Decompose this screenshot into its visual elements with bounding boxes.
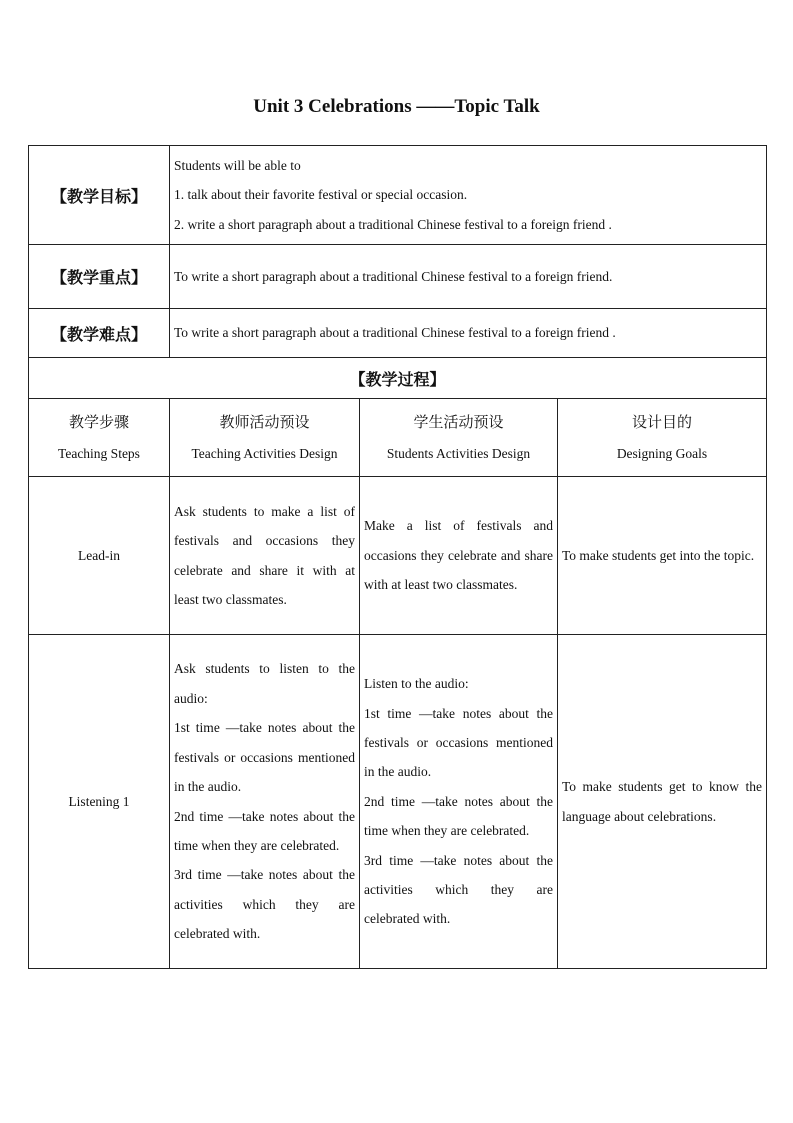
teacher-activity-line: 1st time —take notes about the festivals or occasions mentioned in the audio. [174, 720, 355, 795]
column-header [170, 399, 360, 477]
table-row [29, 477, 767, 635]
objectives-line: 1. talk about their favorite festival or special occasion. [174, 187, 468, 203]
teacher-activity-line: 3rd time —take notes about the activities which they are celebrated with. [174, 867, 355, 942]
student-activity-line: 2nd time —take notes about the time when they are celebrated. [364, 793, 553, 839]
goal-cell: To make students get into the topic. [558, 477, 767, 635]
column-header-en: Designing Goals [616, 445, 708, 461]
teacher-activity-line: Ask students to listen to the audio: [174, 661, 355, 706]
objectives-line: Students will be able to [174, 157, 301, 173]
column-header [558, 399, 767, 477]
goal-cell: To make students get to know the language about celebrations. [558, 635, 767, 969]
objectives-label: 【教学目标】 [29, 146, 170, 245]
objectives-row [29, 146, 767, 245]
page-title: Unit 3 Celebrations ——Topic Talk [253, 96, 540, 117]
process-row [29, 358, 767, 399]
key-point-text: To write a short paragraph about a traditional Chinese festival to a foreign friend. [170, 245, 767, 309]
teacher-activity-cell: Ask students to make a list of festivals and occasions they celebrate and share it with at least two classmates. [170, 477, 360, 635]
student-activity-cell: Make a list of festivals and occasions they celebrate and share with at least two classmates. [360, 477, 558, 635]
column-header-row [29, 399, 767, 477]
student-activity-line: 3rd time —take notes about the activities which they are celebrated with. [364, 852, 553, 927]
objectives-line: 2. write a short paragraph about a traditional Chinese festival to a foreign friend . [174, 216, 612, 232]
column-header-en: Students Activities Design [386, 445, 531, 461]
column-header-en: Teaching Activities Design [191, 445, 338, 461]
teacher-activity-cell [170, 635, 360, 969]
key-point-label: 【教学重点】 [29, 245, 170, 309]
column-header-cn: 教学步骤 [68, 412, 129, 431]
step-cell: Listening 1 [29, 635, 170, 969]
column-header [29, 399, 170, 477]
process-label: 【教学过程】 [29, 358, 767, 399]
table-row [29, 635, 767, 969]
teacher-activity-line: 2nd time —take notes about the time when they are celebrated. [174, 808, 355, 853]
student-activity-line: Listen to the audio: [364, 676, 469, 692]
difficult-point-text: To write a short paragraph about a traditional Chinese festival to a foreign friend . [170, 309, 767, 358]
column-header-cn: 教师活动预设 [219, 412, 310, 431]
student-activity-cell [360, 635, 558, 969]
key-point-row [29, 245, 767, 309]
column-header-cn: 设计目的 [631, 412, 692, 431]
column-header [360, 399, 558, 477]
step-cell: Lead-in [29, 477, 170, 635]
objectives-content [170, 146, 767, 245]
difficult-point-row [29, 309, 767, 358]
column-header-en: Teaching Steps [58, 445, 140, 461]
student-activity-line: 1st time —take notes about the festivals or occasions mentioned in the audio. [364, 705, 553, 780]
column-header-cn: 学生活动预设 [413, 412, 504, 431]
difficult-point-label: 【教学难点】 [29, 309, 170, 358]
lesson-plan-table [28, 145, 767, 969]
